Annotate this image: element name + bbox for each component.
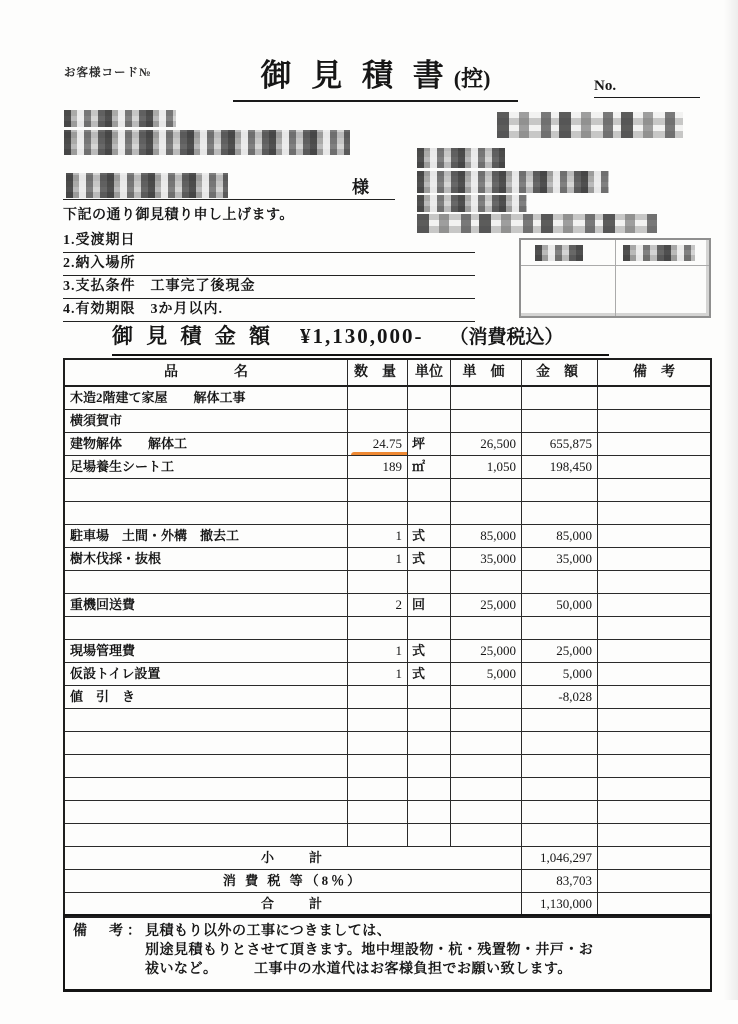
remarks-line-3: 祓いなど。 工事中の水道代はお客様負担でお願い致します。	[145, 962, 572, 977]
cell-item-name	[65, 709, 348, 732]
cell-unit-price: 1,050	[451, 456, 522, 479]
cell-remarks	[598, 755, 710, 778]
cell-unit-price: 26,500	[451, 433, 522, 456]
cell-unit	[408, 801, 451, 824]
condition-item: 2.納入場所	[63, 253, 475, 276]
cell-quantity	[348, 755, 408, 778]
cell-remarks	[598, 456, 710, 479]
cell-item-name: 重機回送費	[65, 594, 348, 617]
cell-unit-price	[451, 824, 522, 847]
cell-item-name	[65, 479, 348, 502]
cell-quantity	[348, 571, 408, 594]
cell-unit	[408, 709, 451, 732]
redacted-company-line1	[417, 148, 505, 168]
cell-remarks	[598, 502, 710, 525]
header-cell: 単 価	[451, 360, 522, 387]
cell-unit-price: 5,000	[451, 663, 522, 686]
cell-unit	[408, 824, 451, 847]
table-summary-row	[65, 870, 710, 893]
table-row	[65, 640, 710, 663]
cell-unit-price	[451, 571, 522, 594]
redacted-recipient-line2	[64, 130, 350, 155]
document-number-label: No.	[594, 78, 617, 94]
customer-code-label: お客様コード№	[64, 67, 152, 79]
summary-remarks	[598, 893, 710, 916]
cell-item-name: 仮設トイレ設置	[65, 663, 348, 686]
redacted-recipient-name	[66, 173, 228, 198]
redacted-seal-left	[535, 245, 583, 261]
table-summary-row	[65, 893, 710, 916]
cell-remarks	[598, 571, 710, 594]
table-row	[65, 594, 710, 617]
condition-item: 4.有効期限 3か月以内.	[63, 299, 475, 322]
cell-quantity: 2	[348, 594, 408, 617]
cell-amount	[522, 502, 598, 525]
table-row	[65, 686, 710, 709]
cell-unit-price	[451, 801, 522, 824]
cell-item-name	[65, 502, 348, 525]
table-empty-row	[65, 571, 710, 594]
table-row	[65, 548, 710, 571]
cell-amount: 50,000	[522, 594, 598, 617]
cell-unit	[408, 778, 451, 801]
page-title	[233, 50, 518, 102]
cell-unit-price	[451, 709, 522, 732]
cell-quantity: 1	[348, 548, 408, 571]
table-row	[65, 456, 710, 479]
page-title-suffix: (控)	[453, 66, 491, 91]
cell-quantity	[348, 502, 408, 525]
cell-quantity: 24.75	[348, 433, 408, 456]
cell-remarks	[598, 548, 710, 571]
cell-item-name: 値 引 き	[65, 686, 348, 709]
table-row	[65, 410, 710, 433]
cell-remarks	[598, 433, 710, 456]
summary-remarks	[598, 870, 710, 893]
cell-quantity	[348, 387, 408, 410]
cell-unit-price	[451, 686, 522, 709]
cell-unit	[408, 755, 451, 778]
cell-unit	[408, 410, 451, 433]
cell-unit-price: 35,000	[451, 548, 522, 571]
cell-unit-price: 85,000	[451, 525, 522, 548]
summary-amount: 1,046,297	[522, 847, 598, 870]
page-title-text: 御 見 積 書	[260, 58, 450, 93]
cell-amount: 35,000	[522, 548, 598, 571]
seal-box-divider	[615, 240, 616, 316]
cell-amount: -8,028	[522, 686, 598, 709]
cell-unit: 式	[408, 640, 451, 663]
cell-amount: 655,875	[522, 433, 598, 456]
header-cell: 備 考	[598, 360, 710, 387]
cell-amount	[522, 387, 598, 410]
header-cell: 金 額	[522, 360, 598, 387]
cell-amount	[522, 479, 598, 502]
cell-item-name	[65, 617, 348, 640]
cell-item-name	[65, 801, 348, 824]
table-empty-row	[65, 824, 710, 847]
table-row	[65, 433, 710, 456]
cell-quantity	[348, 801, 408, 824]
cell-unit-price	[451, 778, 522, 801]
cell-remarks	[598, 617, 710, 640]
cell-unit-price	[451, 502, 522, 525]
cell-remarks	[598, 732, 710, 755]
cell-amount: 5,000	[522, 663, 598, 686]
redacted-company-phone	[497, 112, 683, 138]
cell-item-name	[65, 778, 348, 801]
seal-box	[519, 238, 711, 318]
cell-unit: 式	[408, 663, 451, 686]
table-row	[65, 525, 710, 548]
cell-remarks	[598, 778, 710, 801]
document-number-field	[594, 78, 700, 98]
cell-quantity: 189	[348, 456, 408, 479]
cell-item-name	[65, 824, 348, 847]
table-empty-row	[65, 801, 710, 824]
table-empty-row	[65, 479, 710, 502]
cell-quantity	[348, 778, 408, 801]
cell-quantity	[348, 686, 408, 709]
cell-item-name: 現場管理費	[65, 640, 348, 663]
cell-remarks	[598, 801, 710, 824]
table-empty-row	[65, 617, 710, 640]
cell-amount: 25,000	[522, 640, 598, 663]
cell-unit: ㎡	[408, 456, 451, 479]
cell-unit-price	[451, 755, 522, 778]
estimate-amount-value: ¥1,130,000-	[300, 324, 424, 348]
cell-quantity	[348, 617, 408, 640]
redacted-company-line2	[417, 171, 609, 193]
cell-unit	[408, 502, 451, 525]
cell-remarks	[598, 387, 710, 410]
cell-item-name	[65, 732, 348, 755]
table-empty-row	[65, 502, 710, 525]
remarks-line-1: 見積もり以外の工事につきましては、	[145, 924, 392, 939]
remarks-box	[63, 914, 712, 992]
remarks-line-2: 別途見積もりとさせて頂きます。地中埋設物・杭・残置物・井戸・お	[145, 943, 594, 958]
cell-item-name: 横須賀市	[65, 410, 348, 433]
cell-quantity	[348, 709, 408, 732]
scan-edge-shadow	[724, 0, 738, 1000]
table-row	[65, 663, 710, 686]
estimate-amount-line	[112, 320, 609, 356]
recipient-honorific: 様	[352, 178, 369, 197]
summary-amount: 1,130,000	[522, 893, 598, 916]
cell-unit	[408, 387, 451, 410]
table-empty-row	[65, 778, 710, 801]
cell-unit	[408, 732, 451, 755]
cell-unit-price	[451, 732, 522, 755]
table-header-row	[65, 360, 710, 387]
cell-item-name: 駐車場 土間・外構 撤去工	[65, 525, 348, 548]
cell-unit-price: 25,000	[451, 640, 522, 663]
cell-quantity	[348, 824, 408, 847]
cell-quantity	[348, 410, 408, 433]
cell-amount	[522, 778, 598, 801]
cell-item-name	[65, 571, 348, 594]
cell-remarks	[598, 410, 710, 433]
cell-remarks	[598, 479, 710, 502]
cell-amount	[522, 755, 598, 778]
cell-unit	[408, 686, 451, 709]
cell-unit: 式	[408, 548, 451, 571]
cell-unit: 回	[408, 594, 451, 617]
cell-item-name: 木造2階建て家屋 解体工事	[65, 387, 348, 410]
cell-quantity: 1	[348, 663, 408, 686]
cell-quantity: 1	[348, 640, 408, 663]
summary-remarks	[598, 847, 710, 870]
table-empty-row	[65, 732, 710, 755]
remarks-label: 備 考：	[73, 924, 145, 939]
condition-item: 1.受渡期日	[63, 230, 475, 253]
cell-unit: 式	[408, 525, 451, 548]
greeting-text: 下記の通り御見積り申し上げます。	[63, 208, 294, 223]
cell-unit-price: 25,000	[451, 594, 522, 617]
conditions-list	[63, 230, 475, 322]
cell-amount	[522, 824, 598, 847]
cell-unit: 坪	[408, 433, 451, 456]
redacted-seal-right	[623, 245, 695, 261]
cell-remarks	[598, 709, 710, 732]
cell-quantity	[348, 479, 408, 502]
line-item-table	[63, 358, 712, 918]
cell-quantity	[348, 732, 408, 755]
cell-remarks	[598, 663, 710, 686]
redacted-company-line3	[417, 195, 527, 212]
cell-unit-price	[451, 387, 522, 410]
cell-unit-price	[451, 479, 522, 502]
cell-amount: 85,000	[522, 525, 598, 548]
cell-item-name: 足場養生シート工	[65, 456, 348, 479]
table-summary-row	[65, 847, 710, 870]
cell-remarks	[598, 640, 710, 663]
condition-item: 3.支払条件 工事完了後現金	[63, 276, 475, 299]
cell-amount	[522, 801, 598, 824]
table-row	[65, 387, 710, 410]
cell-amount	[522, 709, 598, 732]
cell-unit	[408, 571, 451, 594]
redacted-recipient-line1	[64, 110, 176, 127]
cell-remarks	[598, 525, 710, 548]
table-empty-row	[65, 755, 710, 778]
summary-label: 消 費 税 等（8％）	[65, 870, 522, 893]
cell-unit	[408, 479, 451, 502]
summary-label: 小 計	[65, 847, 522, 870]
summary-label: 合 計	[65, 893, 522, 916]
cell-amount	[522, 571, 598, 594]
seal-box-header-line	[521, 265, 709, 266]
cell-item-name: 樹木伐採・抜根	[65, 548, 348, 571]
cell-remarks	[598, 686, 710, 709]
cell-amount	[522, 617, 598, 640]
header-cell: 品 名	[65, 360, 348, 387]
cell-remarks	[598, 594, 710, 617]
cell-quantity: 1	[348, 525, 408, 548]
summary-amount: 83,703	[522, 870, 598, 893]
cell-unit-price	[451, 617, 522, 640]
cell-unit-price	[451, 410, 522, 433]
cell-amount	[522, 410, 598, 433]
estimate-amount-label: 御 見 積 金 額	[112, 324, 274, 348]
cell-unit	[408, 617, 451, 640]
estimate-amount-tax-note: （消費税込）	[449, 327, 564, 348]
header-cell: 数 量	[348, 360, 408, 387]
cell-item-name	[65, 755, 348, 778]
cell-remarks	[598, 824, 710, 847]
cell-amount	[522, 732, 598, 755]
table-empty-row	[65, 709, 710, 732]
cell-amount: 198,450	[522, 456, 598, 479]
cell-item-name: 建物解体 解体工	[65, 433, 348, 456]
header-cell: 単位	[408, 360, 451, 387]
